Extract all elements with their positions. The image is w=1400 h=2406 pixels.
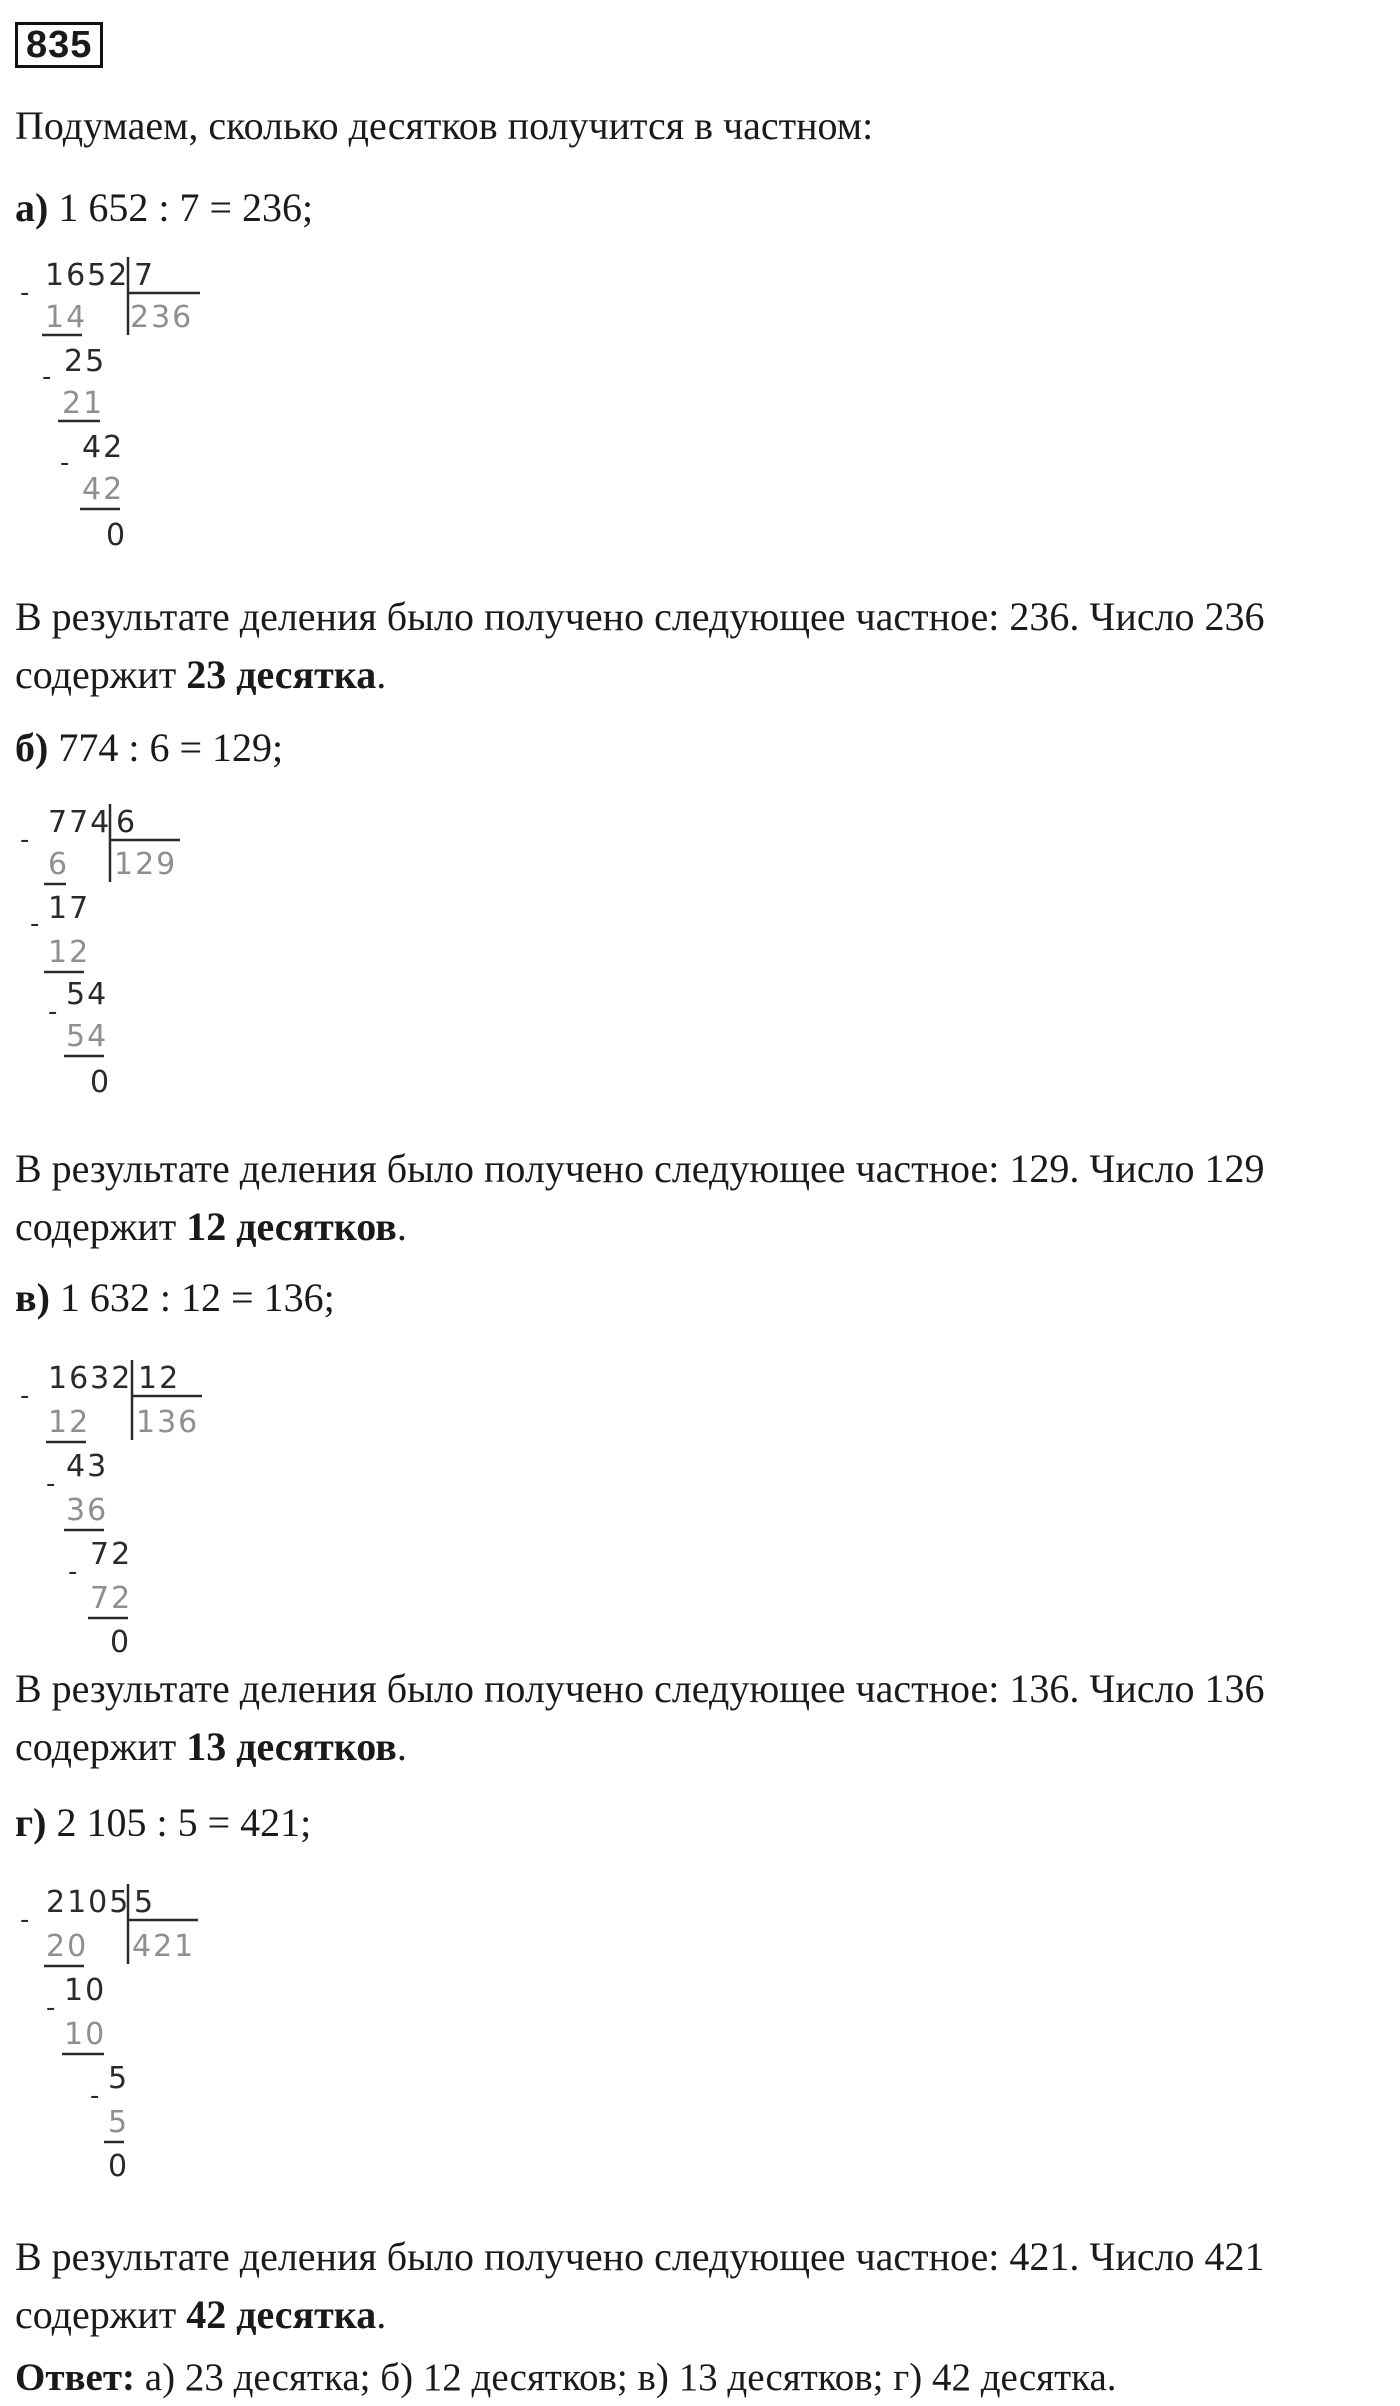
divisor: 12 [138,1361,181,1396]
result-bold: 12 десятков [186,1204,397,1249]
minus-sign: - [20,825,32,855]
part-a-result [15,588,1385,704]
minus-sign: - [46,1993,58,2023]
divisor: 5 [134,1885,156,1920]
subtrahend: 54 [66,1019,109,1054]
result-text: В результате деления было получено следующее частное: 236. Число 236 содержит [15,594,1265,697]
minus-sign: - [30,909,42,939]
part-b-long-division [20,802,220,1102]
part-v-heading [15,1270,335,1326]
result-bold: 13 десятков [186,1724,397,1769]
part-g-heading [15,1795,311,1851]
remainder: 72 [90,1537,133,1572]
subtrahend: 72 [90,1581,133,1616]
dividend: 2105 [46,1885,131,1920]
subtrahend: 6 [48,847,70,882]
part-b-equation: 774 : 6 = 129; [58,725,284,770]
remainder: 5 [108,2061,130,2096]
answer-label: Ответ: [15,2356,136,2399]
quotient: 421 [132,1929,196,1964]
remainder: 0 [108,2149,130,2184]
part-v-result [15,1660,1385,1776]
part-v-equation: 1 632 : 12 = 136; [59,1275,335,1320]
part-g-result [15,2228,1385,2344]
subtrahend: 14 [45,300,88,335]
remainder: 0 [106,518,128,553]
subtrahend: 36 [66,1493,109,1528]
divisor: 6 [116,805,138,840]
result-end: . [376,2292,387,2337]
quotient: 236 [130,300,194,335]
part-a-heading [15,180,313,236]
subtrahend: 12 [48,1405,91,1440]
subtrahend: 42 [82,472,125,507]
dividend: 774 [48,805,112,840]
minus-sign: - [42,362,54,392]
answer-text: а) 23 десятка; б) 12 десятков; в) 13 десятков; г) 42 десятка. [135,2356,1117,2399]
minus-sign: - [90,2081,102,2111]
remainder: 17 [48,891,91,926]
part-g-label: г) [15,1800,47,1845]
remainder: 43 [66,1449,109,1484]
result-bold: 23 десятка [186,652,377,697]
part-v-long-division [20,1358,240,1658]
part-a-equation: 1 652 : 7 = 236; [58,185,314,230]
subtrahend: 10 [64,2017,107,2052]
part-a-long-division [20,255,220,555]
minus-sign: - [20,1381,32,1411]
part-a-label: а) [15,185,49,230]
minus-sign: - [48,997,60,1027]
part-v-label: в) [15,1275,50,1320]
result-bold: 42 десятка [186,2292,377,2337]
part-b-heading [15,720,283,776]
dividend: 1652 [45,258,130,293]
subtrahend: 20 [46,1929,89,1964]
intro-text: Подумаем, сколько десятков получится в частном: [15,103,874,148]
subtrahend: 12 [48,935,91,970]
remainder: 54 [66,977,109,1012]
part-g-equation: 2 105 : 5 = 421; [56,1800,312,1845]
result-text: В результате деления было получено следующее частное: 129. Число 129 содержит [15,1146,1265,1249]
remainder: 10 [64,1973,107,2008]
part-b-result [15,1140,1385,1256]
result-end: . [396,1724,407,1769]
remainder: 0 [110,1625,132,1660]
minus-sign: - [68,1557,80,1587]
minus-sign: - [20,1905,32,1935]
result-end: . [376,652,387,697]
dividend: 1632 [48,1361,133,1396]
subtrahend: 21 [62,386,105,421]
remainder: 42 [82,430,125,465]
remainder: 25 [64,344,107,379]
problem-number: 835 [15,22,103,68]
answer [15,2350,1117,2406]
minus-sign: - [20,278,32,308]
part-g-long-division [20,1882,240,2182]
result-text: В результате деления было получено следующее частное: 136. Число 136 содержит [15,1666,1265,1769]
divisor: 7 [134,258,156,293]
subtrahend: 5 [108,2105,130,2140]
result-text: В результате деления было получено следующее частное: 421. Число 421 содержит [15,2234,1265,2337]
result-end: . [396,1204,407,1249]
minus-sign: - [46,1469,58,1499]
quotient: 136 [136,1405,200,1440]
part-b-label: б) [15,725,49,770]
quotient: 129 [114,847,178,882]
minus-sign: - [60,448,72,478]
remainder: 0 [90,1065,112,1100]
